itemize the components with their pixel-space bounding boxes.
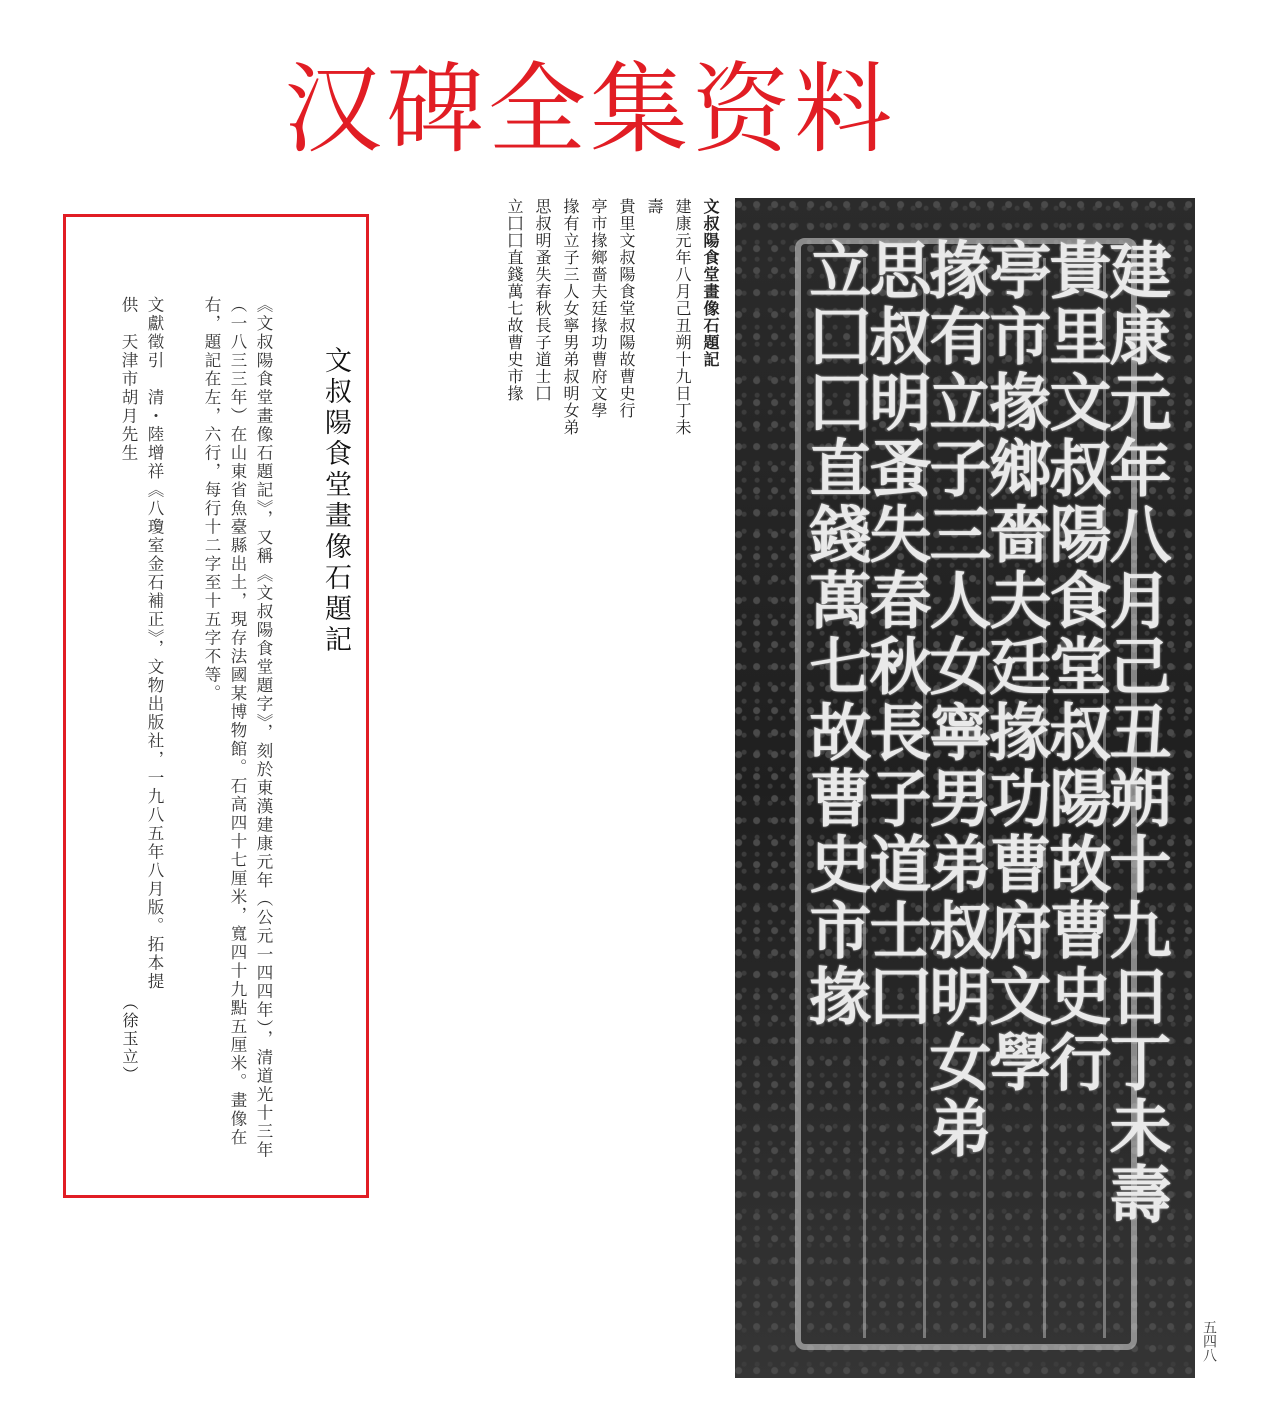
info-title: 文叔陽食堂畫像石題記 (320, 346, 351, 656)
transcription-line: 貴里文叔陽食堂叔陽故曹史行 (617, 198, 636, 419)
page-number: 五四八 (1201, 1320, 1217, 1362)
transcription-line: 建康元年八月己丑朔十九日丁未壽 (645, 198, 692, 436)
rubbing-inscription-column: 建康元年八月己丑朔十九日丁未壽 (1099, 238, 1172, 1228)
author-signature: （徐玉立） (120, 994, 139, 1084)
watermark-banner: 汉碑全集资料 (283, 53, 896, 167)
rubbing-inscription-column: 思叔明蚤失春秋長子道士囗 (859, 238, 932, 1030)
transcription-line: 思叔明蚤失春秋長子道士囗 (533, 198, 552, 402)
transcription-title: 文叔陽食堂畫像石題記 (701, 198, 720, 368)
rubbing-inscription-column: 掾有立子三人女寧男弟叔明女弟 (919, 238, 992, 1162)
transcription-line: 掾有立子三人女寧男弟叔明女弟 (561, 198, 580, 436)
info-paragraph-references: 文獻徵引 清・陸增祥《八瓊室金石補正》，文物出版社，一九八五年八月版。拓本提供 天津市胡月先生 (119, 296, 164, 991)
transcription-line: 亭市掾鄉嗇夫廷掾功曹府文學 (589, 198, 608, 419)
stone-rubbing-image (735, 198, 1195, 1378)
transcription-block (505, 198, 724, 448)
rubbing-inscription-column: 亭市掾鄉嗇夫廷掾功曹府文學 (979, 238, 1052, 1096)
info-paragraph-description: 《文叔陽食堂畫像石題記》，又稱《文叔陽食堂題字》，刻於東漢建康元年（公元一四四年），清道光十三年（一八三三年）在山東省魚臺縣出土，現存法國某博物館。石高四十七厘米，寬四十九點五厘米。畫像在右，題記在左，六行，每行十二字至十五字不等。 (202, 296, 273, 1160)
rubbing-inscription-column: 貴里文叔陽食堂叔陽故曹史行 (1039, 238, 1112, 1096)
rubbing-inscription-column: 立囗囗直錢萬七故曹史市掾 (799, 238, 872, 1030)
transcription-line: 立囗囗直錢萬七故曹史市掾 (505, 198, 524, 402)
